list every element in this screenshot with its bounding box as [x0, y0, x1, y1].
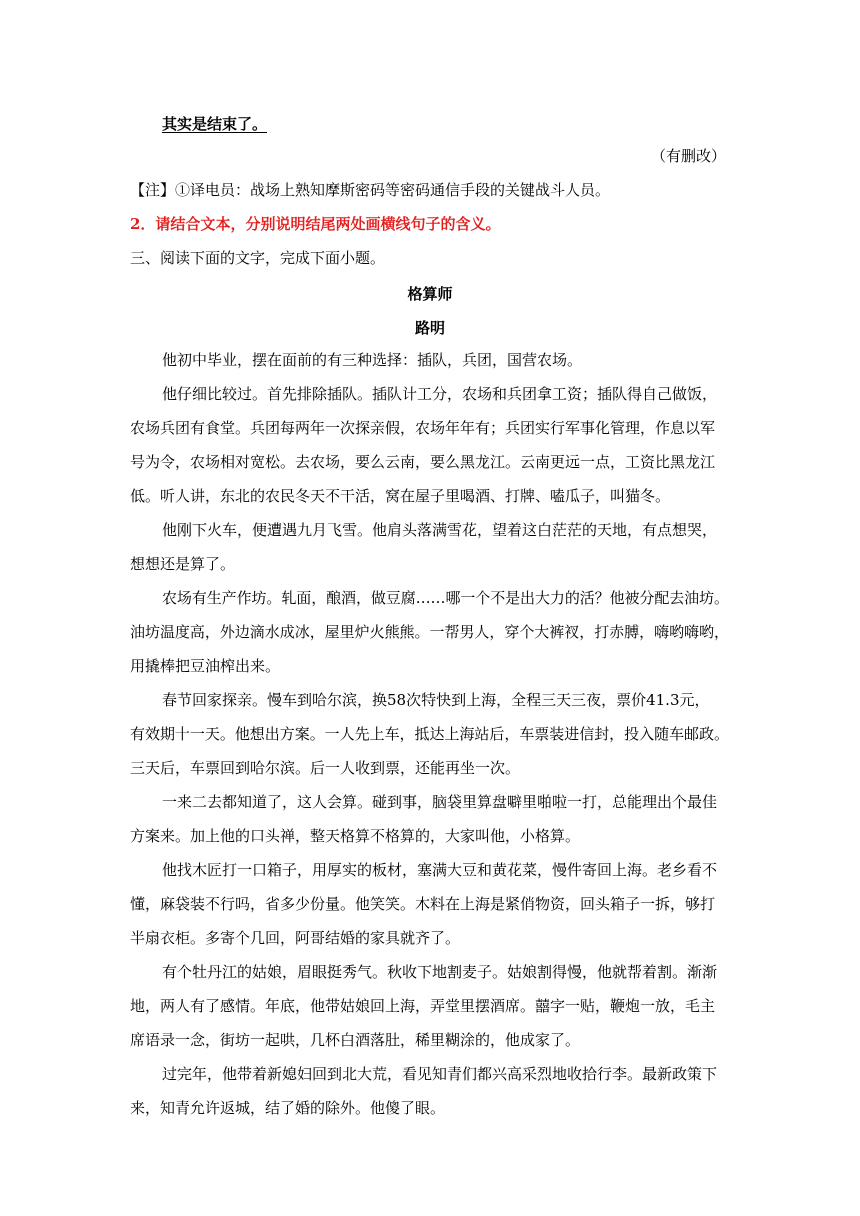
paragraph-line: 一来二去都知道了，这人会算。碰到事，脑袋里算盘噼里啪啦一打，总能理出个最佳: [162, 793, 718, 811]
question-2: 2．请结合文本，分别说明结尾两处画横线句子的含义。: [130, 215, 501, 233]
paragraph-line: 低。听人讲，东北的农民冬天不干活，窝在屋子里喝酒、打牌、嗑瓜子，叫猫冬。: [130, 487, 671, 505]
paragraph-line: 过完年，他带着新媳妇回到北大荒，看见知青们都兴高采烈地收拾行李。最新政策下: [162, 1065, 718, 1083]
paragraph-line: 有效期十一天。他想出方案。一人先上车，抵达上海站后，车票装进信封，投入随车邮政。: [130, 725, 729, 743]
paragraph-line: 有个牡丹江的姑娘，眉眼挺秀气。秋收下地割麦子。姑娘割得慢，他就帮着割。渐渐: [162, 963, 718, 981]
paragraph-line: 他仔细比较过。首先排除插队。插队计工分，农场和兵团拿工资；插队得自己做饭，: [162, 385, 718, 403]
paragraph-line: 半扇衣柜。多寄个几回，阿哥结婚的家具就齐了。: [130, 929, 461, 947]
paragraph-line: 地，两人有了感情。年底，他带姑娘回上海，弄堂里摆酒席。囍字一贴，鞭炮一放，毛主: [130, 997, 716, 1015]
paragraph-line: 懂，麻袋装不行吗，省多少份量。他笑笑。木料在上海是紧俏物资，回头箱子一拆，够打: [130, 895, 716, 913]
paragraph-line: 号为令，农场相对宽松。去农场，要么云南，要么黑龙江。云南更远一点，工资比黑龙江: [130, 453, 716, 471]
paragraph-line: 席语录一念，街坊一起哄，几杯白酒落肚，稀里糊涂的，他成家了。: [130, 1031, 581, 1049]
source-note: （有删改）: [650, 147, 726, 165]
paragraph-line: 来，知青允许返城，结了婚的除外。他傻了眼。: [130, 1099, 446, 1117]
paragraph-line: 农场有生产作坊。轧面，酿酒，做豆腐……哪一个不是出大力的活？他被分配去油坊。: [162, 589, 729, 607]
footnote: 【注】①译电员：战场上熟知摩斯密码等密码通信手段的关键战斗人员。: [130, 181, 611, 199]
paragraph-line: 农场兵团有食堂。兵团每两年一次探亲假，农场年年有；兵团实行军事化管理，作息以军: [130, 419, 716, 437]
underlined-sentence: 其实是结束了。: [162, 115, 268, 133]
section-heading: 三、阅读下面的文字，完成下面小题。: [130, 249, 386, 267]
paragraph-line: 用撬棒把豆油榨出来。: [130, 657, 281, 675]
paragraph-line: 他刚下火车，便遭遇九月飞雪。他肩头落满雪花，望着这白茫茫的天地，有点想哭，: [162, 521, 718, 539]
paragraph-line: 他找木匠打一口箱子，用厚实的板材，塞满大豆和黄花菜，慢件寄回上海。老乡看不: [162, 861, 718, 879]
article-title: 格算师: [407, 285, 453, 303]
paragraph-line: 春节回家探亲。慢车到哈尔滨，换58次特快到上海，全程三天三夜，票价41.3元，: [162, 691, 710, 709]
paragraph-line: 他初中毕业，摆在面前的有三种选择：插队，兵团，国营农场。: [162, 351, 583, 369]
article-author: 路明: [414, 319, 445, 337]
paragraph-line: 三天后，车票回到哈尔滨。后一人收到票，还能再坐一次。: [130, 759, 521, 777]
paragraph-line: 方案来。加上他的口头禅，整天格算不格算的，大家叫他，小格算。: [130, 827, 581, 845]
paragraph-line: 想想还是算了。: [130, 555, 236, 573]
paragraph-line: 油坊温度高，外边滴水成冰，屋里炉火熊熊。一帮男人，穿个大裤衩，打赤膊，嗨哟嗨哟，: [130, 623, 729, 641]
